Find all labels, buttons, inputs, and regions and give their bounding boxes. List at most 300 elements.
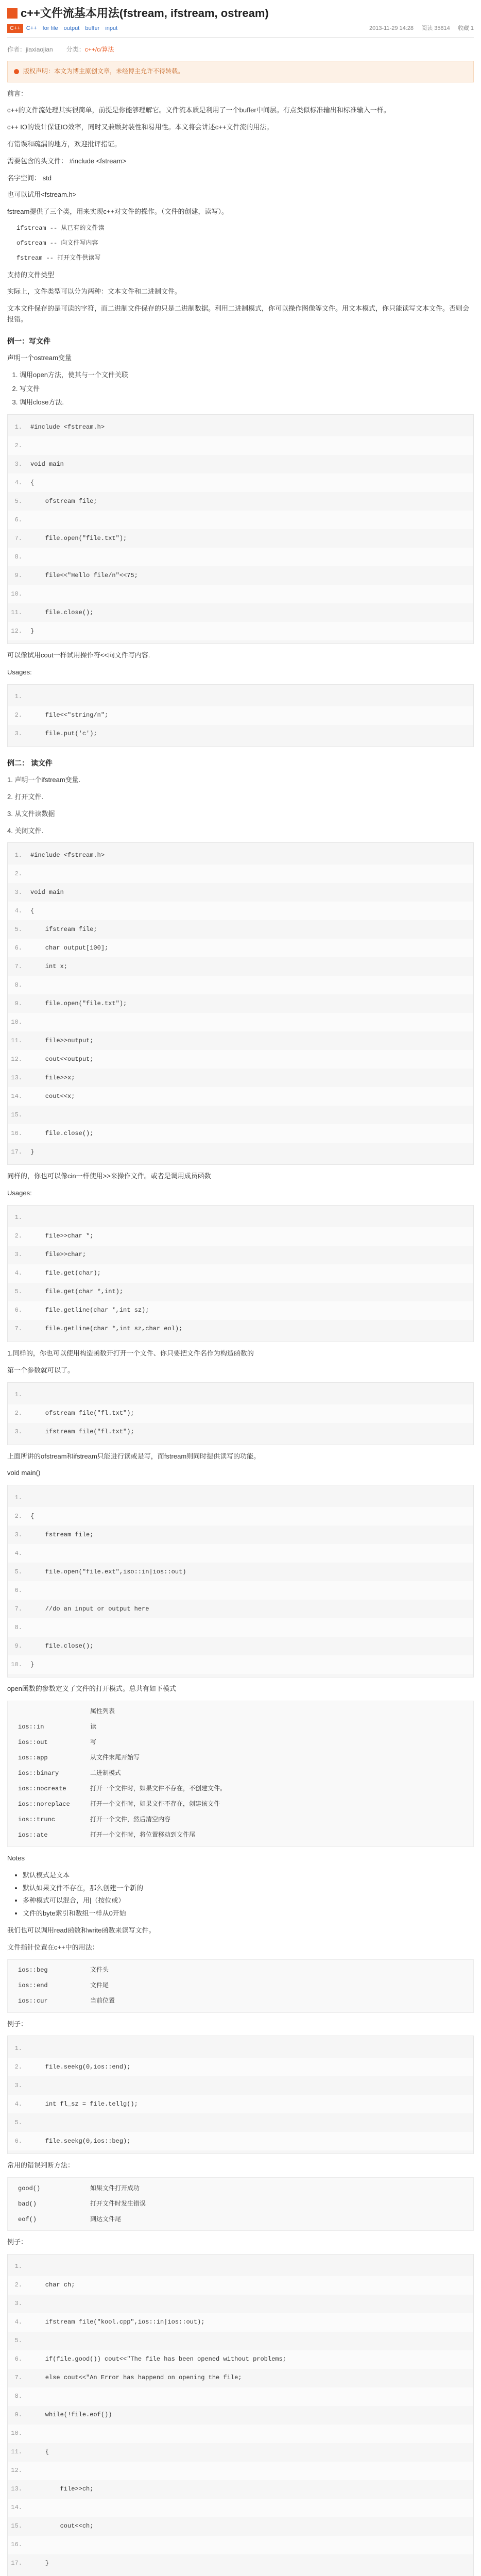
code-text: file.open("file.ext",iso::in|ios::out) xyxy=(30,1568,186,1575)
code-line xyxy=(8,2058,473,2076)
code-line xyxy=(8,1526,473,1544)
notice-icon xyxy=(14,69,19,74)
code-text: ifstream file("kool.cpp",ios::in|ios::out); xyxy=(30,2318,205,2326)
line-number: 1. xyxy=(14,1214,22,1222)
code-text: file>>output; xyxy=(30,1037,94,1044)
code-text: void main xyxy=(30,460,64,468)
code-line xyxy=(8,1143,473,1161)
table-value: 打开文件时发生错误 xyxy=(90,2200,146,2208)
tag-link[interactable]: input xyxy=(105,25,118,31)
line-number: 2. xyxy=(14,2281,22,2289)
channel-tag[interactable]: C++ xyxy=(7,24,23,33)
code-line xyxy=(8,2387,473,2406)
code-text: { xyxy=(30,907,35,914)
category-label: 分类： xyxy=(66,46,85,54)
code-text: int x; xyxy=(30,962,68,970)
code-text: fstream file; xyxy=(30,1531,94,1538)
table-key: ios::nocreate xyxy=(18,1785,66,1793)
code-line xyxy=(8,585,473,603)
table-key: ios::noreplace xyxy=(18,1801,70,1808)
table-key: ios::in xyxy=(18,1723,44,1731)
list-item: 3. 调用close方法. xyxy=(20,397,474,408)
code-line xyxy=(8,1124,473,1143)
line-number: 9. xyxy=(14,999,22,1007)
code-line xyxy=(8,2406,473,2425)
code-text: } xyxy=(30,1148,35,1156)
line-number: 10. xyxy=(11,2430,22,2437)
code-line xyxy=(8,1069,473,1087)
info-row xyxy=(7,45,474,55)
table-row xyxy=(8,1720,473,1735)
code-text: file.get(char *,int); xyxy=(30,1288,124,1296)
code-line xyxy=(8,2517,473,2536)
paragraph: 常用的错误判断方法： xyxy=(7,2161,75,2170)
author-label: 作者： xyxy=(7,46,26,54)
code-line xyxy=(8,902,473,920)
table-value: 从文件末尾开始写 xyxy=(90,1754,140,1762)
code-text: #include <fstream.h> xyxy=(30,851,105,859)
code-text: file>>ch; xyxy=(30,2485,94,2493)
line-number: 5. xyxy=(14,1568,22,1575)
code-block[interactable] xyxy=(7,2036,474,2154)
code-text: file.get(char); xyxy=(30,1269,101,1277)
paragraph: 上面所讲的ofstream和ifstream只能进行读或是写，而fstream则同时提供读写的功能。 xyxy=(7,1452,261,1460)
code-line xyxy=(8,1404,473,1423)
code-line xyxy=(8,1320,473,1338)
line-number: 6. xyxy=(14,2137,22,2145)
code-block[interactable] xyxy=(7,1382,474,1445)
article-stats xyxy=(363,24,474,33)
paragraph: 需要包含的头文件： #include <fstream> xyxy=(7,157,127,165)
code-text: while(!file.eof()) xyxy=(30,2411,112,2419)
line-number: 8. xyxy=(14,981,22,989)
table-row xyxy=(8,1797,473,1812)
line-number: 3. xyxy=(14,1531,22,1538)
code-line xyxy=(8,1301,473,1320)
line-number: 6. xyxy=(14,516,22,523)
line-number: 4. xyxy=(14,907,22,914)
code-line xyxy=(8,455,473,473)
paragraph: 有错误和疏漏的地方，欢迎批评指证。 xyxy=(7,140,122,148)
code-text: #include <fstream.h> xyxy=(30,423,105,431)
code-line xyxy=(8,1050,473,1069)
line-number: 5. xyxy=(14,1288,22,1296)
list-item: 2. 写文件 xyxy=(20,384,474,395)
list-item: • 文件的byte索引和数组一样从0开始 xyxy=(23,1908,474,1919)
code-text: { xyxy=(30,1512,35,1520)
list-item: • 默认如果文件不存在，那么创建一个新的 xyxy=(23,1883,474,1894)
paragraph: Usages: xyxy=(7,1189,32,1197)
code-text: file.getline(char *,int sz); xyxy=(30,1307,149,1314)
code-text: file.close(); xyxy=(30,608,94,616)
code-text: cout<<ch; xyxy=(30,2522,94,2530)
divider xyxy=(7,37,474,38)
notes-label: Notes xyxy=(7,1854,25,1862)
line-number: 2. xyxy=(14,1232,22,1240)
code-text: file.put('c'); xyxy=(30,730,97,738)
line-number: 2. xyxy=(14,2063,22,2071)
paragraph: open函数的参数定义了文件的打开模式。总共有如下模式 xyxy=(7,1685,176,1693)
class-definitions xyxy=(16,224,474,264)
paragraph: 也可以试用<fstream.h> xyxy=(7,191,77,199)
line-number: 6. xyxy=(14,2355,22,2363)
code-text: file.close(); xyxy=(30,1129,94,1137)
code-line xyxy=(8,2499,473,2517)
tag-list xyxy=(26,24,122,33)
code-line xyxy=(8,1264,473,1283)
line-number: 15. xyxy=(11,2522,22,2530)
code-line xyxy=(8,2132,473,2150)
table-row xyxy=(8,1751,473,1766)
table-row xyxy=(8,1978,473,1994)
line-number: 2. xyxy=(14,711,22,719)
table-key: ios::cur xyxy=(18,1997,48,2005)
code-text: void main xyxy=(30,888,64,896)
paragraph: 前言： xyxy=(7,89,28,97)
code-text: ifstream file("fl.txt"); xyxy=(30,1428,134,1436)
code-line xyxy=(8,2369,473,2387)
line-number: 16. xyxy=(11,2541,22,2549)
code-line xyxy=(8,2039,473,2058)
line-number: 17. xyxy=(11,2560,22,2567)
line-number: 1. xyxy=(14,1391,22,1399)
notice-text: 版权声明：本文为博主原创文章，未经博主允许不得转载。 xyxy=(23,67,184,75)
line-number: 11. xyxy=(11,2448,22,2456)
line-number: 14. xyxy=(11,1092,22,1100)
table-value: 文件尾 xyxy=(90,1982,109,1989)
table-value: 如果文件打开成功 xyxy=(90,2184,140,2192)
code-text: char ch; xyxy=(30,2281,75,2289)
code-line xyxy=(8,2095,473,2113)
code-text: file.seekg(0,ios::end); xyxy=(30,2063,131,2071)
paragraph: fstream提供了三个类，用来实现c++对文件的操作。（文件的创建，读写）。 xyxy=(7,208,229,216)
line-number: 5. xyxy=(14,925,22,933)
line-number: 12. xyxy=(11,2467,22,2475)
code-text: { xyxy=(30,479,35,486)
table-row xyxy=(8,2181,473,2196)
line-number: 3. xyxy=(14,2300,22,2308)
line-number: 10. xyxy=(11,1660,22,1668)
paragraph: 3. 从文件读数据 xyxy=(7,809,55,818)
line-number: 9. xyxy=(14,2411,22,2419)
error-table xyxy=(7,2177,474,2231)
title-row xyxy=(7,0,474,21)
code-text: { xyxy=(30,2448,49,2456)
code-text: if(file.good()) cout<<"The file has been opened without problems; xyxy=(30,2355,286,2363)
meta-row xyxy=(7,24,474,33)
line-number: 11. xyxy=(11,608,22,616)
paragraph: 名字空间： std xyxy=(7,174,51,182)
paragraph: 可以像试用cout一样试用操作符<<向文件写内容. xyxy=(7,651,150,659)
table-key: ios::app xyxy=(18,1754,48,1762)
table-key: bad() xyxy=(18,2200,37,2208)
code-text: ofstream file; xyxy=(30,497,97,505)
table-row xyxy=(8,1828,473,1843)
code-text: file.close(); xyxy=(30,1642,94,1650)
code-text: file<<"string/n"; xyxy=(30,711,109,719)
table-key: ios::trunc xyxy=(18,1816,56,1824)
code-line xyxy=(8,1031,473,1050)
category-link[interactable]: c++/c/算法 xyxy=(84,46,114,54)
code-line xyxy=(8,2536,473,2554)
code-line xyxy=(8,976,473,994)
paragraph: 我们也可以调用read函数和write函数来读写文件。 xyxy=(7,1926,156,1934)
table-row xyxy=(8,2196,473,2212)
tag-link[interactable]: output xyxy=(63,25,80,31)
line-number: 5. xyxy=(14,2337,22,2345)
code-line xyxy=(8,1544,473,1563)
tag-link[interactable]: for file xyxy=(42,25,58,31)
code-line xyxy=(8,939,473,957)
line-number: 1. xyxy=(14,423,22,431)
table-value: 当前位置 xyxy=(90,1997,115,2005)
table-row xyxy=(8,1994,473,2009)
paragraph: 2. 打开文件. xyxy=(7,793,44,801)
code-line xyxy=(8,1209,473,1227)
code-line xyxy=(8,2462,473,2480)
code-line xyxy=(8,529,473,548)
table-value: 打开一个文件时，将位置移动到文件尾 xyxy=(90,1832,196,1839)
code-line xyxy=(8,957,473,976)
code-line xyxy=(8,1655,473,1674)
line-number: 9. xyxy=(14,571,22,579)
list-item: • 多种模式可以混合，用|（按位或） xyxy=(23,1895,474,1906)
code-line xyxy=(8,473,473,492)
code-text: cout<<output; xyxy=(30,1055,94,1063)
copyright-notice xyxy=(7,61,474,82)
favorite-count[interactable]: 收藏 1 xyxy=(457,25,474,31)
paragraph: 第一个参数就可以了。 xyxy=(7,1366,75,1374)
table-row xyxy=(8,1963,473,1978)
line-number: 6. xyxy=(14,1307,22,1314)
code-text: file>>char *; xyxy=(30,1232,94,1240)
code-text: char output[100]; xyxy=(30,944,109,952)
code-line xyxy=(8,2258,473,2276)
article-body xyxy=(7,89,474,2576)
paragraph: 文件指针位置在c++中的用法： xyxy=(7,1943,99,1951)
line-number: 13. xyxy=(11,2485,22,2493)
code-text: } xyxy=(30,1660,35,1668)
line-number: 3. xyxy=(14,730,22,738)
code-line xyxy=(8,725,473,743)
author-name[interactable]: jiaxiaojian xyxy=(26,46,53,54)
code-line xyxy=(8,2276,473,2295)
paragraph: Usages: xyxy=(7,668,32,676)
seek-table xyxy=(7,1959,474,2013)
line-number: 5. xyxy=(14,497,22,505)
code-line xyxy=(8,706,473,725)
line-number: 4. xyxy=(14,479,22,486)
code-line xyxy=(8,1581,473,1600)
table-value: 读 xyxy=(90,1723,97,1731)
line-number: 10. xyxy=(11,1018,22,1026)
table-key: eof() xyxy=(18,2215,37,2223)
table-key: good() xyxy=(18,2184,41,2192)
table-row xyxy=(8,1766,473,1782)
line-number: 3. xyxy=(14,888,22,896)
line-number: 6. xyxy=(14,944,22,952)
code-line xyxy=(8,688,473,706)
code-line xyxy=(8,2113,473,2132)
line-number: 7. xyxy=(14,534,22,542)
paragraph: 实际上，文件类型可以分为两种：文本文件和二进制文件。 xyxy=(7,287,182,296)
code-text: } xyxy=(30,2560,49,2567)
definition-item: fstream -- 打开文件供读写 xyxy=(16,255,101,262)
line-number: 1. xyxy=(14,2263,22,2270)
code-line xyxy=(8,548,473,566)
paragraph: 文本文件保存的是可读的字符，而二进制文件保存的只是二进制数据。利用二进制模式，你可以操作图像等文件。用文本模式，你只能读写文本文件。否则会报错。 xyxy=(7,304,470,323)
paragraph: 4. 关闭文件. xyxy=(7,826,44,835)
open-mode-table xyxy=(7,1701,474,1847)
code-line xyxy=(8,994,473,1013)
view-count: 阅读 35814 xyxy=(421,25,450,31)
table-value: 打开一个文件时，如果文件不存在，不创建文件。 xyxy=(90,1785,227,1793)
code-line xyxy=(8,1106,473,1124)
line-number: 12. xyxy=(11,627,22,635)
code-text: file.open("file.txt"); xyxy=(30,534,127,542)
code-text: cout<<x; xyxy=(30,1092,75,1100)
line-number: 14. xyxy=(11,2504,22,2512)
paragraph: 1. 声明一个ifstream变量. xyxy=(7,776,81,784)
code-line xyxy=(8,1618,473,1637)
code-text: file.seekg(0,ios::beg); xyxy=(30,2137,131,2145)
paragraph: 同样的，你也可以像cin一样使用>>来操作文件。或者是调用成员函数 xyxy=(7,1172,211,1180)
definition-item: ifstream -- 从已有的文件读 xyxy=(16,224,105,232)
code-line xyxy=(8,566,473,585)
code-block[interactable] xyxy=(7,1205,474,1342)
table-key: ios::ate xyxy=(18,1832,48,1839)
paragraph: c++ IO的设计保证IO效率，同时又兼顾封装性和易用性。本文将会讲述c++文件流的用法。 xyxy=(7,123,273,131)
code-line xyxy=(8,2313,473,2332)
paragraph: 例子： xyxy=(7,2020,28,2028)
code-line xyxy=(8,2332,473,2350)
line-number: 15. xyxy=(11,1111,22,1118)
line-number: 1. xyxy=(14,693,22,701)
line-number: 8. xyxy=(14,2393,22,2400)
line-number: 7. xyxy=(14,2374,22,2382)
tag-link[interactable]: buffer xyxy=(85,25,100,31)
code-line xyxy=(8,1488,473,1507)
code-line xyxy=(8,1283,473,1301)
line-number: 7. xyxy=(14,1605,22,1613)
code-text: int fl_sz = file.tellg(); xyxy=(30,2100,138,2108)
code-text: ifstream file; xyxy=(30,925,97,933)
table-value: 打开一个文件，然后清空内容 xyxy=(90,1816,171,1824)
paragraph: void main() xyxy=(7,1469,41,1477)
table-row xyxy=(8,1735,473,1751)
code-text: ofstream file("fl.txt"); xyxy=(30,1410,134,1417)
code-line xyxy=(8,1246,473,1264)
code-line xyxy=(8,603,473,622)
original-mark-icon xyxy=(7,8,18,19)
tag-link[interactable]: C++ xyxy=(26,25,37,31)
line-number: 8. xyxy=(14,1623,22,1631)
table-row xyxy=(8,1782,473,1797)
paragraph: c++的文件流处理其实很简单，前提是你能够理解它。文件流本质是利用了一个buffer中间层。有点类似标准输出和标准输入一样。 xyxy=(7,106,390,114)
line-number: 5. xyxy=(14,2119,22,2126)
code-line xyxy=(8,1013,473,1031)
code-line xyxy=(8,1227,473,1246)
code-line xyxy=(8,436,473,455)
paragraph: 例子： xyxy=(7,2238,28,2246)
code-line xyxy=(8,865,473,883)
line-number: 3. xyxy=(14,1251,22,1259)
code-line xyxy=(8,1087,473,1106)
code-line xyxy=(8,883,473,902)
publish-date: 2013-11-29 14:28 xyxy=(369,25,414,31)
code-line xyxy=(8,2076,473,2095)
definition-item: ofstream -- 向文件写内容 xyxy=(16,240,98,247)
line-number: 9. xyxy=(14,1642,22,1650)
code-text: file<<"Hello file/n"<<75; xyxy=(30,571,138,579)
code-line xyxy=(8,2350,473,2369)
line-number: 7. xyxy=(14,1325,22,1333)
notes-list xyxy=(23,1870,474,1919)
paragraph: 声明一个ostream变量 xyxy=(7,354,72,362)
line-number: 8. xyxy=(14,553,22,561)
page-title: c++文件流基本用法(fstream, ifstream, ostream) xyxy=(21,7,269,20)
code-line xyxy=(8,1423,473,1442)
code-block[interactable] xyxy=(7,1485,474,1677)
code-text: file.open("file.txt"); xyxy=(30,999,127,1007)
section-heading: 例二： 读文件 xyxy=(7,758,53,767)
code-block[interactable] xyxy=(7,684,474,747)
line-number: 1. xyxy=(14,1494,22,1501)
steps-list xyxy=(20,370,474,408)
line-number: 2. xyxy=(14,870,22,877)
code-line xyxy=(8,2425,473,2443)
table-value: 写 xyxy=(90,1739,97,1747)
table-value: 文件头 xyxy=(90,1967,109,1974)
code-line xyxy=(8,1637,473,1655)
code-line xyxy=(8,511,473,529)
line-number: 2. xyxy=(14,1410,22,1417)
line-number: 2. xyxy=(14,1512,22,1520)
line-number: 6. xyxy=(14,1586,22,1594)
code-text: else cout<<"An Error has happend on opening the file; xyxy=(30,2374,242,2382)
code-text: file.getline(char *,int sz,char eol); xyxy=(30,1325,183,1333)
code-line xyxy=(8,622,473,640)
line-number: 10. xyxy=(11,590,22,598)
line-number: 4. xyxy=(14,2318,22,2326)
code-line xyxy=(8,1386,473,1404)
line-number: 2. xyxy=(14,442,22,449)
line-number: 11. xyxy=(11,1037,22,1044)
line-number: 3. xyxy=(14,2081,22,2089)
line-number: 1. xyxy=(14,2044,22,2052)
table-key: ios::binary xyxy=(18,1770,59,1777)
table-key: ios::out xyxy=(18,1739,48,1747)
code-line xyxy=(8,920,473,939)
line-number: 3. xyxy=(14,1428,22,1436)
code-block[interactable] xyxy=(7,842,474,1165)
line-number: 17. xyxy=(11,1148,22,1156)
code-line xyxy=(8,1507,473,1526)
code-block[interactable] xyxy=(7,414,474,644)
line-number: 1. xyxy=(14,851,22,859)
line-number: 13. xyxy=(11,1074,22,1081)
code-line xyxy=(8,2443,473,2462)
line-number: 4. xyxy=(14,1269,22,1277)
line-number: 3. xyxy=(14,460,22,468)
table-value: 二进制模式 xyxy=(90,1770,122,1777)
paragraph: 支持的文件类型 xyxy=(7,270,55,279)
table-key: ios::end xyxy=(18,1982,48,1989)
code-text: file>>char; xyxy=(30,1251,87,1259)
code-block[interactable] xyxy=(7,2254,474,2576)
code-line xyxy=(8,418,473,436)
list-item: 1. 调用open方法，使其与一个文件关联 xyxy=(20,370,474,381)
